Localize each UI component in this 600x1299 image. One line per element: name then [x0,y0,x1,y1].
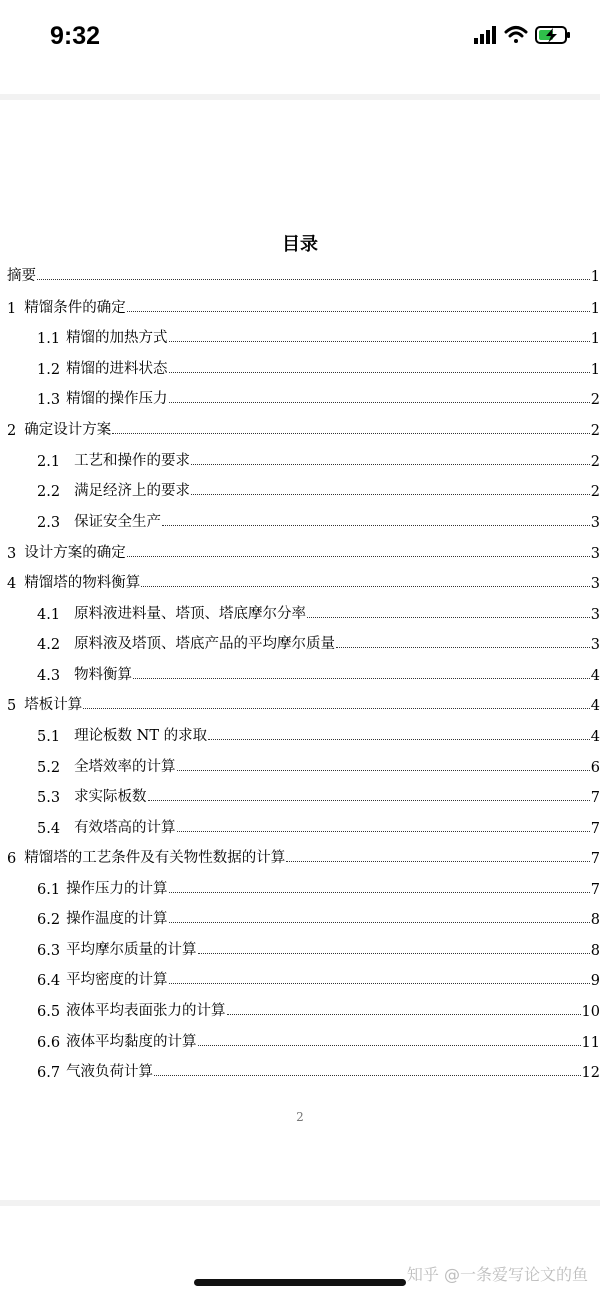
toc-entry-number: 6 [7,851,17,867]
toc-entry-title: 保证安全生产 [74,514,162,530]
toc-dot-leader [198,1045,581,1046]
toc-dot-leader [177,770,590,771]
cellular-signal-icon [474,26,496,44]
toc-entry[interactable] [37,784,600,806]
watermark-text: 知乎 @一条爱写论文的鱼 [406,1265,588,1284]
toc-entry-page: 2 [590,484,600,500]
toc-entry[interactable] [37,723,600,745]
toc-entry-number: 6.5 [37,1004,61,1020]
toc-dot-leader [307,617,590,618]
toc-entry-number: 4.1 [37,607,61,623]
toc-entry-number: 5.3 [37,790,61,806]
toc-entry-number: 4.2 [37,637,61,653]
toc-entry-page: 3 [590,607,600,623]
toc-entry-title: 平均摩尔质量的计算 [66,942,197,958]
toc-entry-title: 精馏的进料状态 [66,361,168,377]
toc-entry-page: 4 [590,729,600,745]
toc-dot-leader [227,1014,581,1015]
toc-entry[interactable] [37,876,600,898]
page-number: 2 [296,1110,304,1124]
toc-entry-title: 液体平均表面张力的计算 [66,1003,226,1019]
toc-entry[interactable] [37,601,600,623]
toc-dot-leader [133,678,590,679]
toc-entry-number: 4 [7,576,17,592]
toc-entry-title: 操作压力的计算 [66,881,168,897]
toc-dot-leader [169,892,590,893]
status-bar [0,0,600,94]
toc-entry-page: 6 [590,760,600,776]
toc-entry-title: 求实际板数 [74,789,147,805]
toc-entry[interactable] [37,815,600,837]
status-icons [474,24,574,48]
toc-entry-page: 1 [590,269,600,285]
toc-entry-title: 确定设计方案 [24,422,112,438]
toc-entry-page: 4 [590,698,600,714]
toc-entry[interactable] [37,478,600,500]
toc-dot-leader [127,311,590,312]
toc-entry-number: 6.6 [37,1035,61,1051]
toc-entry-number: 5.2 [37,760,61,776]
toc-dot-leader [154,1075,580,1076]
toc-entry-title: 精馏的操作压力 [66,391,168,407]
toc-entry-title: 原料液进料量、塔顶、塔底摩尔分率 [74,606,307,622]
toc-entry[interactable] [37,998,600,1020]
toc-entry[interactable] [37,386,600,408]
toc-entry-title: 精馏的加热方式 [66,330,168,346]
toc-entry[interactable] [37,937,600,959]
toc-entry[interactable] [7,295,600,317]
toc-entry-number: 1 [7,301,17,317]
toc-entry-page: 2 [590,392,600,408]
toc-title: 目录 [282,234,318,254]
toc-entry-page: 3 [590,546,600,562]
toc-entry[interactable] [37,325,600,347]
toc-dot-leader [112,433,590,434]
toc-dot-leader [37,279,590,280]
toc-entry[interactable] [37,509,600,531]
toc-entry-page: 7 [590,851,600,867]
toc-entry-page: 4 [590,668,600,684]
toc-entry[interactable] [7,540,600,562]
toc-entry-page: 2 [590,454,600,470]
toc-entry-page: 1 [590,362,600,378]
toc-dot-leader [191,464,590,465]
toc-entry-number: 1.3 [37,392,61,408]
toc-dot-leader [286,861,590,862]
toc-entry-title: 平均密度的计算 [66,972,168,988]
toc-dot-leader [162,525,590,526]
toc-entry-number: 6.2 [37,912,61,928]
toc-entry-number: 4.3 [37,668,61,684]
toc-entry[interactable] [37,662,600,684]
toc-entry-title: 原料液及塔顶、塔底产品的平均摩尔质量 [74,636,336,652]
toc-entry-title: 塔板计算 [24,697,83,713]
toc-entry[interactable] [37,1029,600,1051]
toc-entry-title: 物料衡算 [74,667,133,683]
toc-entry-title: 有效塔高的计算 [74,820,176,836]
toc-dot-leader [177,831,590,832]
toc-entry-title: 精馏条件的确定 [24,300,126,316]
toc-entry-number: 2 [7,423,17,439]
toc-entry-title: 精馏塔的物料衡算 [24,575,141,591]
toc-entry-number: 3 [7,546,17,562]
toc-entry[interactable] [37,967,600,989]
toc-entry-number: 5.1 [37,729,61,745]
toc-entry-title: 操作温度的计算 [66,911,168,927]
wifi-icon [506,28,526,44]
toc-entry-page: 12 [581,1065,600,1081]
toc-entry[interactable] [37,906,600,928]
toc-entry[interactable] [7,570,600,592]
toc-entry[interactable] [37,631,600,653]
toc-entry-number: 1.1 [37,331,61,347]
toc-entry-number: 6.3 [37,943,61,959]
toc-entry[interactable] [37,754,600,776]
toc-dot-leader [169,341,590,342]
toc-entry-page: 7 [590,882,600,898]
toc-entry-title: 摘要 [7,268,36,284]
toc-entry-number: 6.4 [37,973,61,989]
toc-entry-page: 1 [590,301,600,317]
toc-entry-number: 5 [7,698,17,714]
toc-entry-page: 2 [590,423,600,439]
toc-entry-number: 2.3 [37,515,61,531]
toc-entry-page: 8 [590,912,600,928]
document-page [0,100,600,1200]
toc-entry-number: 1.2 [37,362,61,378]
toc-entry-title: 理论板数 NT 的求取 [74,728,208,744]
toc-entry-page: 7 [590,821,600,837]
toc-dot-leader [127,556,590,557]
toc-entry-title: 工艺和操作的要求 [74,453,191,469]
toc-entry[interactable] [7,692,600,714]
toc-dot-leader [169,922,590,923]
toc-entry-page: 3 [590,576,600,592]
toc-entry-title: 液体平均黏度的计算 [66,1034,197,1050]
toc-entry[interactable] [7,263,600,285]
toc-dot-leader [336,647,590,648]
toc-dot-leader [208,739,590,740]
toc-dot-leader [83,708,590,709]
toc-dot-leader [191,494,590,495]
toc-entry-page: 3 [590,515,600,531]
toc-entry-number: 2.1 [37,454,61,470]
toc-entry-page: 1 [590,331,600,347]
toc-dot-leader [169,402,590,403]
toc-entry-title: 全塔效率的计算 [74,759,176,775]
toc-entry-number: 2.2 [37,484,61,500]
status-time: 9:32 [50,22,101,50]
toc-entry-title: 设计方案的确定 [24,545,126,561]
toc-entry[interactable] [7,417,600,439]
toc-entry-title: 精馏塔的工艺条件及有关物性数据的计算 [24,850,286,866]
toc-entry-number: 5.4 [37,821,61,837]
toc-dot-leader [169,372,590,373]
toc-dot-leader [141,586,590,587]
toc-entry[interactable] [37,1059,600,1081]
toc-entry-page: 7 [590,790,600,806]
toc-entry-page: 11 [581,1035,600,1051]
toc-entry-title: 气液负荷计算 [66,1064,154,1080]
toc-entry-page: 10 [581,1004,600,1020]
toc-entry-page: 9 [590,973,600,989]
toc-entry-page: 8 [590,943,600,959]
toc-entry-page: 3 [590,637,600,653]
toc-dot-leader [148,800,590,801]
toc-entry[interactable] [37,448,600,470]
toc-entry[interactable] [37,356,600,378]
toc-entry-title: 满足经济上的要求 [74,483,191,499]
toc-dot-leader [198,953,590,954]
home-indicator[interactable] [194,1279,406,1286]
toc-entry[interactable] [7,845,600,867]
battery-charging-icon [536,27,570,43]
toc-dot-leader [169,983,590,984]
toc-entry-number: 6.7 [37,1065,61,1081]
toc-entry-number: 6.1 [37,882,61,898]
